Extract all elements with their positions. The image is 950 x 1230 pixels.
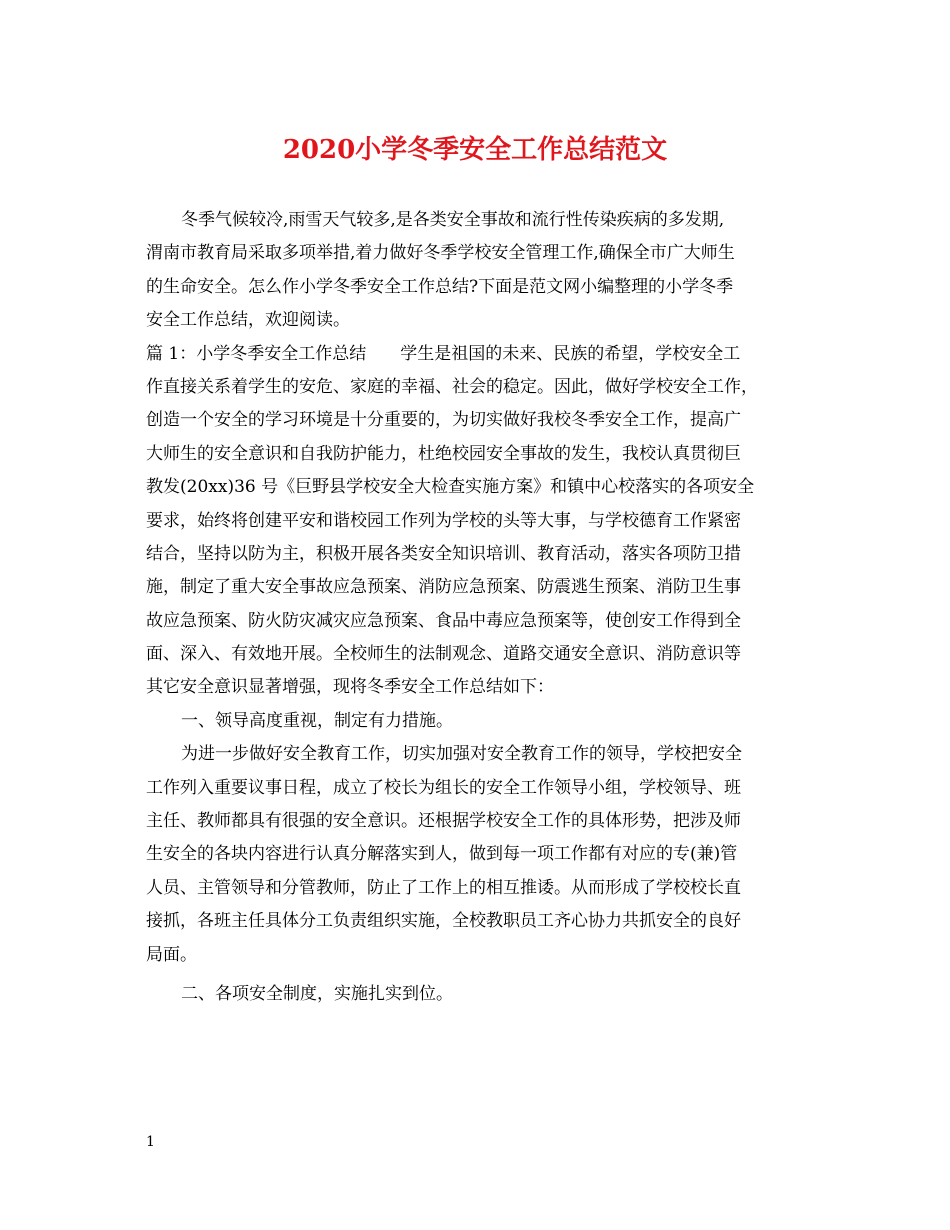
paragraph-line: 局面。 <box>146 944 197 965</box>
document-body <box>146 204 816 1011</box>
paragraph-line: 主任、教师都具有很强的安全意识。还根据学校安全工作的具体形势，把涉及师 <box>146 811 741 832</box>
paragraph-line: 大师生的安全意识和自我防护能力，杜绝校园安全事故的发生，我校认真贯彻巨 <box>146 443 741 464</box>
paragraph-line: 冬季气候较冷,雨雪天气较多,是各类安全事故和流行性传染疾病的多发期, <box>181 210 725 230</box>
paragraph-line: 创造一个安全的学习环境是十分重要的，为切实做好我校冬季安全工作，提高广 <box>146 410 741 431</box>
subheading-line: 一、领导高度重视，制定有力措施。 <box>181 710 453 731</box>
paragraph-line: 要求，始终将创建平安和谐校园工作列为学校的头等大事，与学校德育工作紧密 <box>146 510 741 531</box>
paragraph-line: 教发(20xx)36 号《巨野县学校安全大检查实施方案》和镇中心校落实的各项安全 <box>146 477 755 498</box>
subheading-line: 二、各项安全制度，实施扎实到位。 <box>181 983 453 1004</box>
paragraph-line: 作直接关系着学生的安危、家庭的幸福、社会的稳定。因此，做好学校安全工作， <box>146 376 758 397</box>
paragraph-line: 渭南市教育局采取多项举措,着力做好冬季学校安全管理工作,确保全市广大师生 <box>146 243 735 264</box>
document-title: 2020小学冬季安全工作总结范文 <box>282 135 668 165</box>
paragraph-line: 为进一步做好安全教育工作，切实加强对安全教育工作的领导，学校把安全 <box>181 744 742 765</box>
paragraph-line: 安全工作总结，欢迎阅读。 <box>146 310 350 331</box>
section-heading-line: 篇 1：小学冬季安全工作总结 学生是祖国的未来、民族的希望，学校安全工 <box>146 343 741 364</box>
paragraph-line: 施，制定了重大安全事故应急预案、消防应急预案、防震逃生预案、消防卫生事 <box>146 577 741 598</box>
paragraph-line: 的生命安全。怎么作小学冬季安全工作总结?下面是范文网小编整理的小学冬季 <box>146 276 734 297</box>
paragraph-line: 故应急预案、防火防灾减灾应急预案、食品中毒应急预案等，使创安工作得到全 <box>146 610 741 631</box>
paragraph-line: 人员、主管领导和分管教师，防止了工作上的相互推诿。从而形成了学校校长直 <box>146 877 741 898</box>
paragraph-line: 生安全的各块内容进行认真分解落实到人，做到每一项工作都有对应的专(兼)管 <box>146 844 738 865</box>
paragraph-line: 结合，坚持以防为主，积极开展各类安全知识培训、教育活动，落实各项防卫措 <box>146 543 741 564</box>
page-number: 1 <box>146 1134 155 1150</box>
paragraph-line: 工作列入重要议事日程，成立了校长为组长的安全工作领导小组，学校领导、班 <box>146 777 741 798</box>
paragraph-line: 面、深入、有效地开展。全校师生的法制观念、道路交通安全意识、消防意识等 <box>146 644 741 665</box>
paragraph-line: 接抓，各班主任具体分工负责组织实施，全校教职员工齐心协力共抓安全的良好 <box>146 911 741 932</box>
paragraph-line: 其它安全意识显著增强，现将冬季安全工作总结如下： <box>146 677 554 698</box>
